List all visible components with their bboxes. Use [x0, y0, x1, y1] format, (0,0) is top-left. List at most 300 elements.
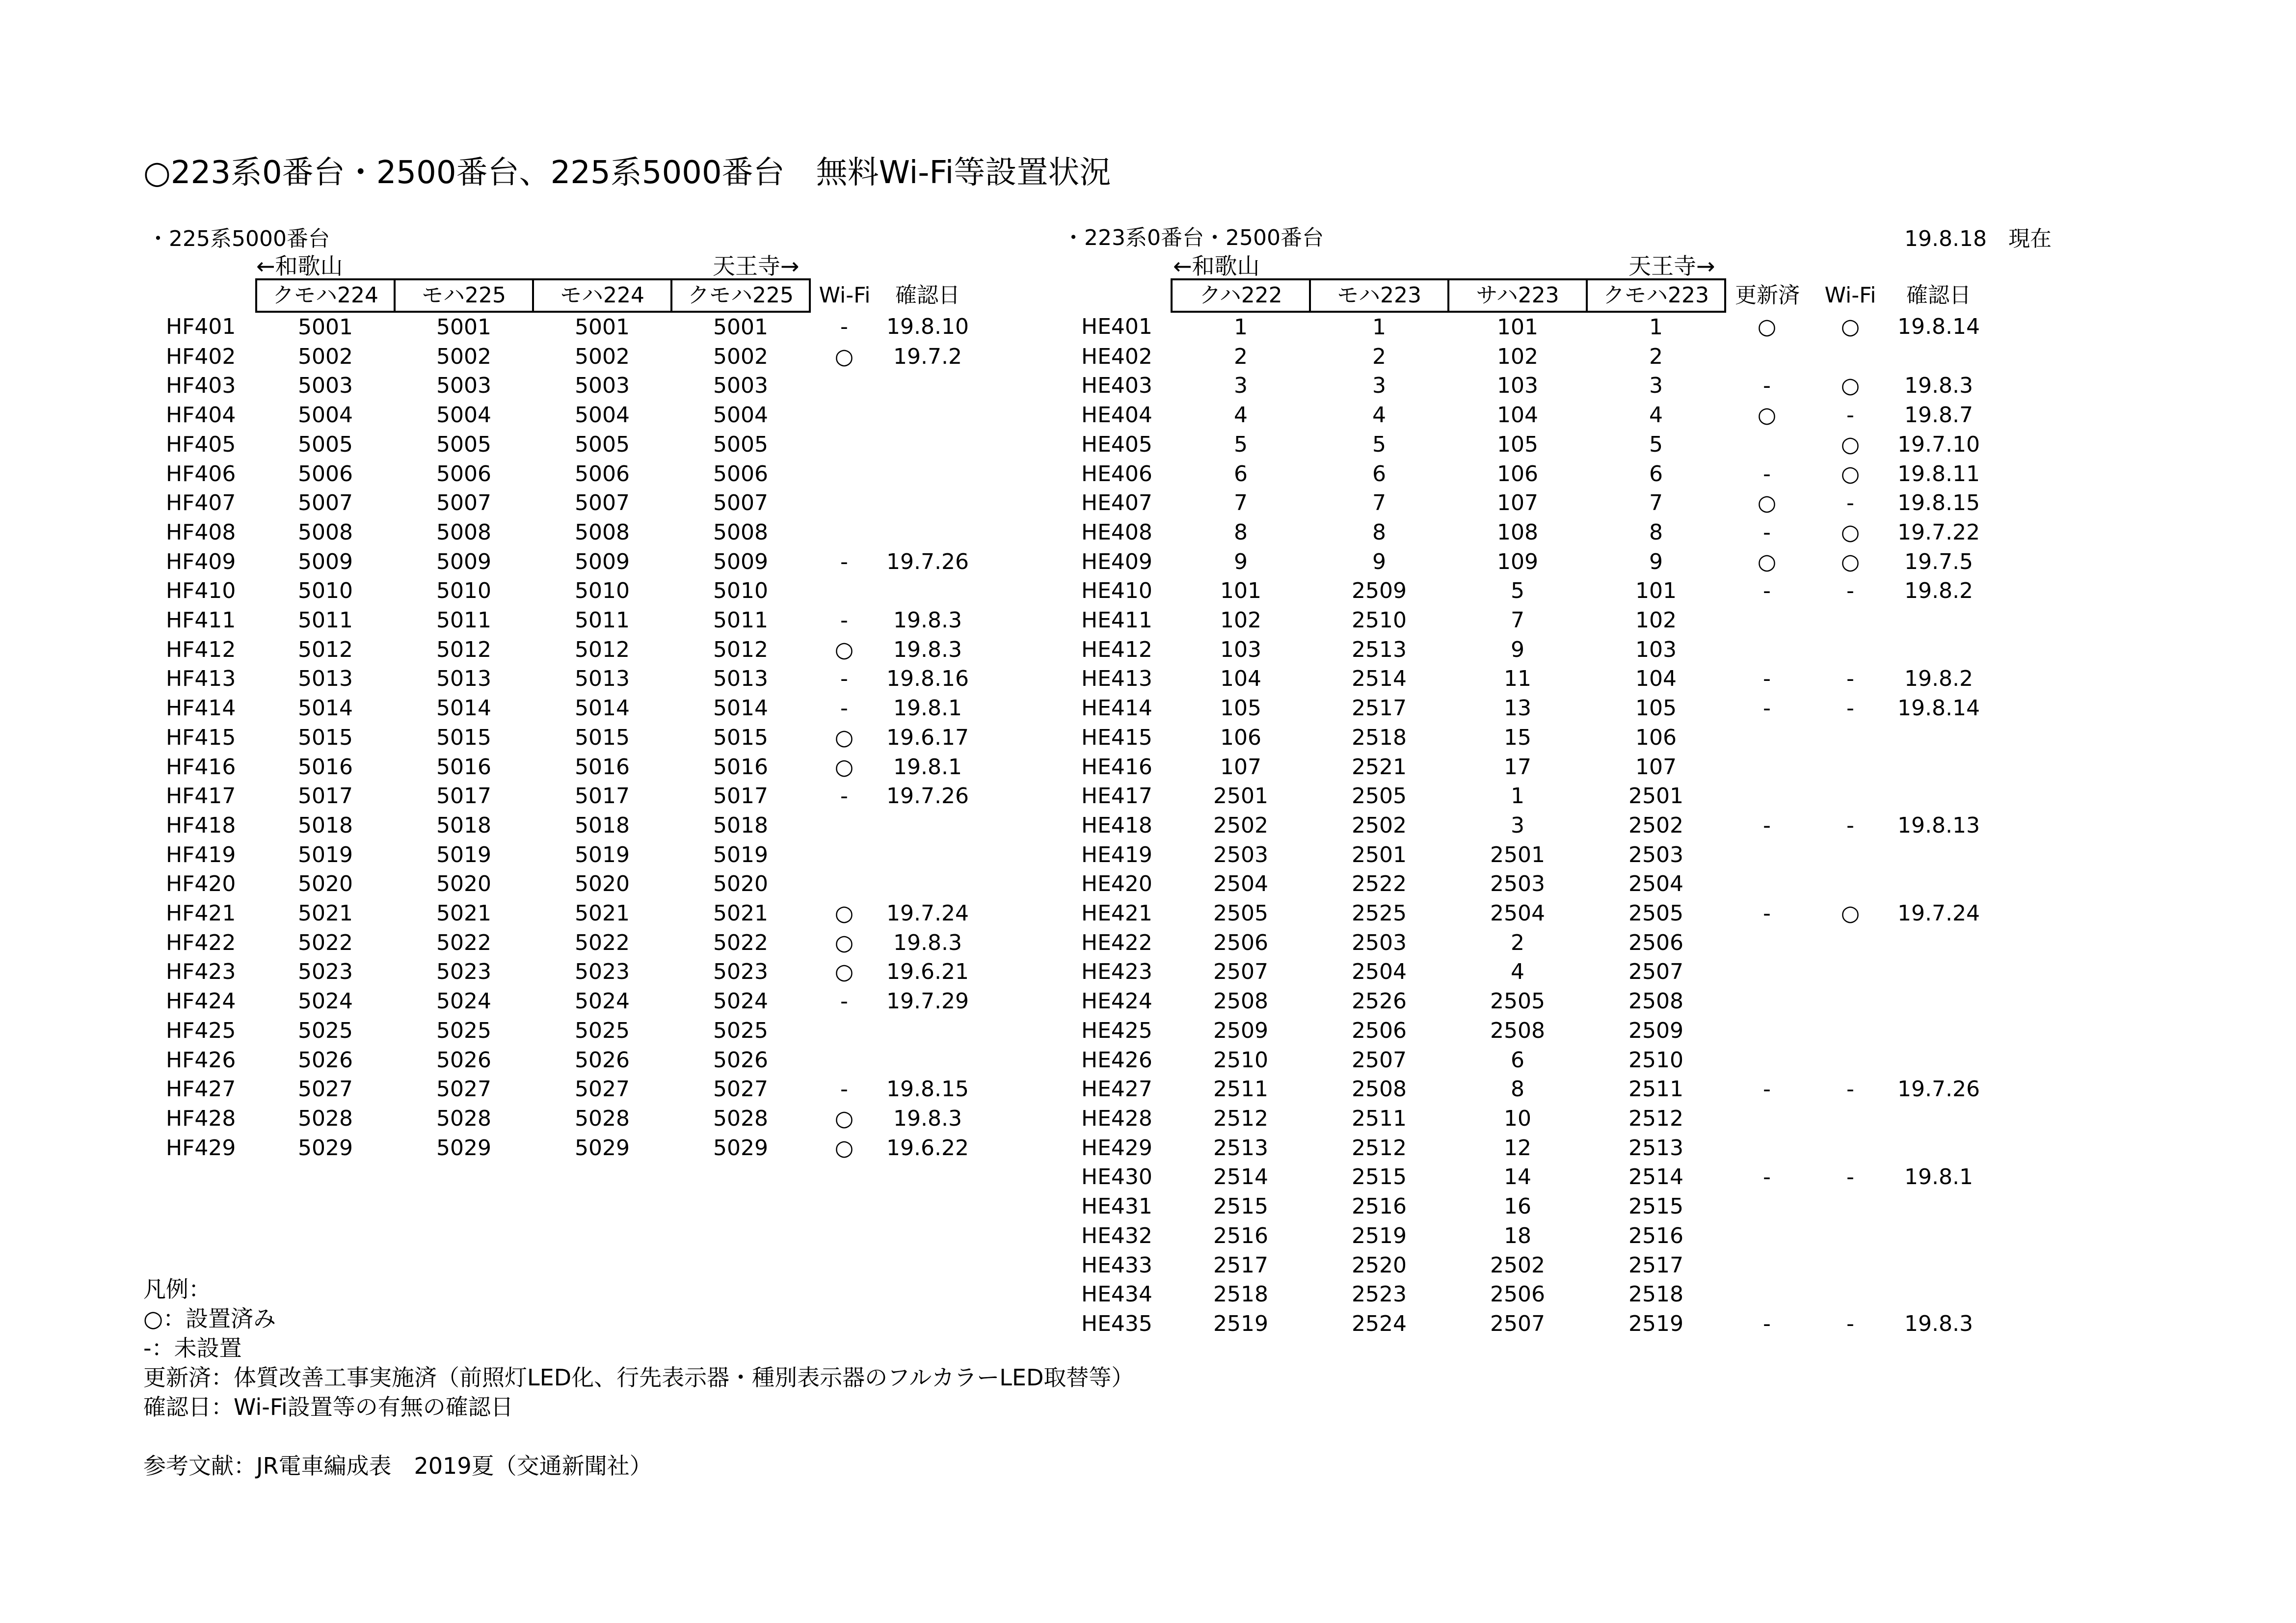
table-cell	[1809, 1016, 1892, 1046]
table-cell: 5028	[298, 1106, 353, 1131]
table-row	[1077, 1221, 1985, 1251]
formation-id: HF427	[166, 1077, 236, 1102]
table-row	[1077, 723, 1985, 753]
table-cell: 105	[1220, 696, 1261, 721]
table-cell: 7	[1234, 490, 1248, 516]
table-cell: 5024	[713, 989, 768, 1014]
table-cell: ○	[1841, 373, 1860, 399]
table-cell: 2510	[1629, 1047, 1683, 1073]
table-cell: 19.8.1	[893, 696, 962, 721]
formation-id: HE408	[1081, 519, 1152, 545]
right-direction-tennoji: 天王寺→	[1629, 253, 1715, 279]
table-cell: 19.8.10	[886, 314, 969, 339]
table-cell: ○	[1757, 314, 1777, 339]
table-cell: 5012	[713, 637, 768, 662]
table-cell: 5007	[298, 490, 353, 516]
table-cell: 2505	[1352, 784, 1407, 809]
table-cell: 5012	[436, 637, 491, 662]
table-cell: ○	[834, 959, 854, 985]
formation-id: HE402	[1081, 344, 1152, 369]
table-cell	[879, 811, 977, 840]
table-cell: -	[840, 1077, 848, 1102]
table-cell	[1725, 1221, 1809, 1251]
table-cell: 19.8.3	[1904, 1311, 1973, 1336]
table-cell: 5001	[713, 315, 768, 340]
table-cell: -	[1763, 696, 1771, 721]
table-cell: 19.7.2	[893, 344, 962, 369]
table-cell: 5007	[436, 490, 491, 516]
table-cell: 5016	[713, 754, 768, 780]
table-row	[162, 1046, 977, 1075]
table-cell: 5005	[575, 432, 630, 457]
formation-id: HE414	[1081, 696, 1152, 721]
formation-id: HF421	[166, 901, 236, 926]
formation-id: HF423	[166, 959, 236, 985]
table-cell	[1809, 1046, 1892, 1075]
table-cell	[1809, 635, 1892, 665]
reference-note: 参考文献：JR電車編成表 2019夏（交通新聞社）	[143, 1453, 652, 1479]
table-cell: -	[1763, 519, 1771, 545]
table-cell: ○	[1841, 549, 1860, 574]
table-cell: 2515	[1629, 1194, 1683, 1219]
table-cell: 1	[1649, 315, 1663, 340]
table-cell: 6	[1649, 461, 1663, 487]
table-cell: 19.7.29	[886, 989, 969, 1014]
header-car-4: クモハ223	[1587, 279, 1725, 312]
table-cell: 19.8.1	[893, 754, 962, 780]
table-cell: 5023	[713, 959, 768, 985]
table-cell: 14	[1504, 1164, 1531, 1190]
table-row	[162, 1134, 977, 1163]
table-cell	[810, 576, 879, 606]
table-cell: 5022	[298, 930, 353, 955]
table-cell: 2513	[1213, 1135, 1268, 1161]
table-cell	[1725, 1251, 1809, 1280]
table-cell: 19.8.15	[1897, 490, 1980, 516]
table-row	[162, 547, 977, 577]
table-cell: 5029	[436, 1135, 491, 1161]
table-cell: -	[840, 608, 848, 633]
table-cell: 17	[1504, 754, 1531, 780]
table-cell: 5007	[575, 490, 630, 516]
table-cell: 2520	[1352, 1252, 1407, 1278]
table-cell: 5020	[436, 871, 491, 897]
formation-id: HF416	[166, 754, 236, 780]
table-cell: 2510	[1352, 608, 1407, 633]
formation-id: HE416	[1081, 754, 1152, 780]
formation-id: HE432	[1081, 1223, 1152, 1248]
table-row	[1077, 576, 1985, 606]
table-cell	[810, 1016, 879, 1046]
table-row	[1077, 547, 1985, 577]
table-cell: 5002	[298, 344, 353, 369]
table-cell	[1892, 723, 1985, 753]
table-cell	[1809, 723, 1892, 753]
table-row	[162, 899, 977, 928]
table-cell: 5013	[436, 666, 491, 692]
table-cell: 2514	[1213, 1164, 1268, 1190]
table-row	[162, 723, 977, 753]
table-cell	[1725, 957, 1809, 987]
table-cell	[1892, 753, 1985, 782]
table-cell	[1892, 1192, 1985, 1221]
table-cell: 2504	[1490, 901, 1545, 926]
table-cell: 5014	[575, 696, 630, 721]
table-cell: 5025	[713, 1018, 768, 1043]
header-check-date: 確認日	[1906, 283, 1971, 308]
table-cell: 12	[1504, 1135, 1531, 1161]
table-cell: 2501	[1213, 784, 1268, 809]
formation-id: HE413	[1081, 666, 1152, 692]
formation-id: HF429	[166, 1135, 236, 1161]
formation-id: HE405	[1081, 432, 1152, 457]
table-cell: -	[1846, 490, 1854, 516]
left-direction-wakayama: ←和歌山	[256, 253, 343, 279]
table-cell: 19.7.24	[1897, 901, 1980, 926]
table-cell: 5001	[298, 315, 353, 340]
table-cell	[1809, 840, 1892, 870]
table-cell: 2506	[1490, 1282, 1545, 1307]
table-cell: 5006	[713, 461, 768, 487]
table-cell: 9	[1372, 549, 1386, 574]
table-cell: -	[1763, 1164, 1771, 1190]
page-title: ○223系0番台・2500番台、225系5000番台 無料Wi-Fi等設置状況	[143, 155, 1111, 191]
table-cell: 13	[1504, 696, 1531, 721]
right-section-title: ・223系0番台・2500番台	[1063, 225, 1324, 250]
table-cell: 2504	[1213, 871, 1268, 897]
table-cell	[1725, 840, 1809, 870]
formation-id: HE409	[1081, 549, 1152, 574]
formation-id: HE404	[1081, 403, 1152, 428]
right-direction-wakayama: ←和歌山	[1173, 253, 1260, 279]
formation-id: HE412	[1081, 637, 1152, 662]
table-row	[162, 1104, 977, 1134]
table-cell: 5023	[436, 959, 491, 985]
table-cell	[810, 811, 879, 840]
header-car-2: モハ223	[1310, 279, 1448, 312]
table-cell: 106	[1220, 725, 1261, 750]
table-row	[1077, 1016, 1985, 1046]
table-cell: 5013	[298, 666, 353, 692]
table-cell: 15	[1504, 725, 1531, 750]
table-row	[1077, 1075, 1985, 1104]
table-cell: ○	[834, 725, 854, 750]
formation-id: HF418	[166, 812, 236, 838]
table-cell: 2505	[1629, 901, 1683, 926]
table-cell: 5022	[575, 930, 630, 955]
table-cell: 5006	[298, 461, 353, 487]
formation-id: HE426	[1081, 1047, 1152, 1073]
table-row	[1077, 312, 1985, 342]
table-cell: 2501	[1629, 784, 1683, 809]
table-cell: 5001	[436, 315, 491, 340]
table-cell: 19.7.26	[886, 549, 969, 574]
legend-not-installed: -：未設置	[143, 1335, 242, 1361]
table-cell: -	[1846, 696, 1854, 721]
table-cell: ○	[834, 344, 854, 369]
table-cell: 2508	[1629, 989, 1683, 1014]
table-cell	[810, 460, 879, 489]
formation-id: HE424	[1081, 989, 1152, 1014]
table-cell: 5021	[298, 901, 353, 926]
table-cell	[1725, 1046, 1809, 1075]
header-car-1: クモハ224	[256, 279, 395, 312]
table-row	[1077, 371, 1985, 401]
table-cell: 5024	[436, 989, 491, 1014]
table-cell: 5016	[575, 754, 630, 780]
formation-id: HF424	[166, 989, 236, 1014]
table-cell: 2517	[1629, 1252, 1683, 1278]
table-cell: 5024	[298, 989, 353, 1014]
table-cell: 5024	[575, 989, 630, 1014]
table-cell: 5022	[713, 930, 768, 955]
table-cell: 2501	[1490, 842, 1545, 867]
table-cell: -	[840, 666, 848, 692]
table-cell: 5	[1372, 432, 1386, 457]
formation-id: HF406	[166, 461, 236, 487]
table-row	[162, 635, 977, 665]
formation-id: HE421	[1081, 901, 1152, 926]
table-cell: 11	[1504, 666, 1531, 692]
table-cell: 19.8.15	[886, 1077, 969, 1102]
table-cell: 2502	[1213, 812, 1268, 838]
formation-id: HF411	[166, 608, 236, 633]
table-row	[1077, 1309, 1985, 1339]
table-cell	[1809, 1251, 1892, 1280]
table-cell: 2501	[1352, 842, 1407, 867]
table-cell: 5008	[575, 519, 630, 545]
table-cell	[879, 460, 977, 489]
header-car-1: クハ222	[1172, 279, 1310, 312]
formation-id: HE431	[1081, 1194, 1152, 1219]
table-cell: 5027	[713, 1077, 768, 1102]
table-row	[1077, 869, 1985, 899]
table-cell: 2502	[1629, 812, 1683, 838]
table-cell: 19.8.2	[1904, 666, 1973, 692]
table-cell: ○	[1841, 432, 1860, 457]
table-cell	[879, 401, 977, 430]
table-row	[1077, 957, 1985, 987]
table-cell	[1725, 723, 1809, 753]
table-cell	[879, 869, 977, 899]
table-row	[162, 401, 977, 430]
table-cell: 2503	[1213, 842, 1268, 867]
table-cell: 5013	[575, 666, 630, 692]
table-cell: 5026	[575, 1047, 630, 1073]
table-cell: 5012	[298, 637, 353, 662]
table-cell: 5018	[713, 812, 768, 838]
table-row	[1077, 1134, 1985, 1163]
table-cell	[810, 430, 879, 460]
formation-id: HF410	[166, 578, 236, 604]
table-cell: 106	[1497, 461, 1538, 487]
left-direction-tennoji: 天王寺→	[713, 253, 800, 279]
table-row	[1077, 664, 1985, 694]
header-wifi: Wi-Fi	[1824, 283, 1876, 308]
table-row	[1077, 840, 1985, 870]
table-cell: 4	[1234, 403, 1248, 428]
table-cell: 2513	[1629, 1135, 1683, 1161]
table-cell: 5009	[436, 549, 491, 574]
table-cell: 2503	[1629, 842, 1683, 867]
formation-id: HE429	[1081, 1135, 1152, 1161]
table-cell: -	[1846, 1311, 1854, 1336]
table-cell	[1725, 928, 1809, 958]
table-cell: 2518	[1629, 1282, 1683, 1307]
table-cell: 5027	[298, 1077, 353, 1102]
formation-id: HE407	[1081, 490, 1152, 516]
table-cell: -	[1846, 1077, 1854, 1102]
table-cell: 102	[1635, 608, 1677, 633]
table-cell: 2526	[1352, 989, 1407, 1014]
table-cell: 5008	[436, 519, 491, 545]
table-cell: 101	[1635, 578, 1677, 604]
header-car-3: サハ223	[1448, 279, 1587, 312]
table-cell	[1892, 1134, 1985, 1163]
table-cell: 2517	[1352, 696, 1407, 721]
table-cell	[879, 488, 977, 518]
table-cell: ○	[1841, 314, 1860, 339]
table-cell: 5001	[575, 315, 630, 340]
table-cell: 2507	[1629, 959, 1683, 985]
table-cell: -	[1846, 578, 1854, 604]
table-cell	[1892, 1016, 1985, 1046]
table-cell: 5027	[436, 1077, 491, 1102]
formation-id: HE434	[1081, 1282, 1152, 1307]
table-cell	[879, 576, 977, 606]
table-row	[162, 664, 977, 694]
table-cell: 2513	[1352, 637, 1407, 662]
table-cell: 5019	[713, 842, 768, 867]
table-cell: 5029	[575, 1135, 630, 1161]
formation-id: HE403	[1081, 373, 1152, 399]
table-row	[1077, 899, 1985, 928]
header-car-4: クモハ225	[671, 279, 810, 312]
table-cell	[1892, 342, 1985, 372]
table-cell: 5005	[298, 432, 353, 457]
table-cell: 5026	[713, 1047, 768, 1073]
table-cell: 2507	[1352, 1047, 1407, 1073]
table-cell: 5007	[713, 490, 768, 516]
table-cell: 19.6.17	[886, 725, 969, 750]
formation-id: HF412	[166, 637, 236, 662]
table-cell: 19.8.3	[1904, 373, 1973, 399]
table-cell: 2518	[1213, 1282, 1268, 1307]
table-cell: 5026	[298, 1047, 353, 1073]
table-cell: 8	[1649, 519, 1663, 545]
table-cell: -	[840, 314, 848, 339]
table-cell: 2523	[1352, 1282, 1407, 1307]
table-cell: ○	[1841, 901, 1860, 926]
right-formation-table	[1077, 278, 1985, 1339]
table-cell: 19.7.24	[886, 901, 969, 926]
table-cell: 2514	[1352, 666, 1407, 692]
table-cell: 5022	[436, 930, 491, 955]
table-cell: 5008	[298, 519, 353, 545]
table-cell: 107	[1220, 754, 1261, 780]
table-cell: 8	[1372, 519, 1386, 545]
formation-id: HE435	[1081, 1311, 1152, 1336]
table-row	[1077, 811, 1985, 840]
table-cell: ○	[1757, 403, 1777, 428]
table-cell: 103	[1497, 373, 1538, 399]
table-cell: 3	[1372, 373, 1386, 399]
table-cell: 2511	[1213, 1077, 1268, 1102]
table-cell: 104	[1220, 666, 1261, 692]
table-cell: 5003	[298, 373, 353, 399]
formation-id: HE430	[1081, 1164, 1152, 1190]
formation-id: HF401	[166, 314, 236, 339]
table-cell: 2	[1372, 344, 1386, 369]
table-cell	[1809, 1221, 1892, 1251]
table-cell: 2506	[1213, 930, 1268, 955]
table-cell: 5014	[713, 696, 768, 721]
table-cell: 5003	[436, 373, 491, 399]
table-cell: 19.7.22	[1897, 519, 1980, 545]
left-formation-table	[162, 278, 977, 1163]
table-cell	[1809, 782, 1892, 811]
table-cell: 7	[1511, 608, 1524, 633]
table-cell	[1809, 1104, 1892, 1134]
table-cell: 5012	[575, 637, 630, 662]
table-cell: 9	[1649, 549, 1663, 574]
table-cell: 5019	[575, 842, 630, 867]
table-cell: 5005	[436, 432, 491, 457]
table-cell: 19.8.3	[893, 637, 962, 662]
table-cell: -	[1846, 403, 1854, 428]
table-cell: -	[840, 989, 848, 1014]
table-cell	[1725, 430, 1809, 460]
table-row	[162, 753, 977, 782]
table-cell: ○	[1757, 490, 1777, 516]
formation-id: HF405	[166, 432, 236, 457]
table-cell: 5006	[575, 461, 630, 487]
table-cell	[810, 401, 879, 430]
table-cell	[1725, 635, 1809, 665]
table-cell: 18	[1504, 1223, 1531, 1248]
table-cell: 5015	[713, 725, 768, 750]
table-cell: 5017	[436, 784, 491, 809]
table-cell: 2522	[1352, 871, 1407, 897]
table-cell: 5018	[575, 812, 630, 838]
table-cell: 5016	[298, 754, 353, 780]
table-cell	[1892, 606, 1985, 635]
formation-id: HE415	[1081, 725, 1152, 750]
table-cell: -	[1763, 666, 1771, 692]
table-cell: 107	[1635, 754, 1677, 780]
table-cell: -	[1846, 666, 1854, 692]
table-cell: 3	[1511, 812, 1524, 838]
table-cell: 5004	[436, 403, 491, 428]
table-cell	[1725, 342, 1809, 372]
table-cell: 2504	[1352, 959, 1407, 985]
table-cell: 2505	[1213, 901, 1268, 926]
table-cell	[1892, 782, 1985, 811]
table-cell: 19.8.11	[1897, 461, 1980, 487]
table-cell: 5028	[713, 1106, 768, 1131]
table-row	[162, 694, 977, 723]
table-row	[162, 576, 977, 606]
table-cell: 5009	[713, 549, 768, 574]
table-cell: 2509	[1352, 578, 1407, 604]
table-cell: 2510	[1213, 1047, 1268, 1073]
table-cell: 5	[1234, 432, 1248, 457]
table-row	[1077, 518, 1985, 547]
table-cell: 5014	[436, 696, 491, 721]
table-row	[1077, 928, 1985, 958]
table-cell: 5017	[713, 784, 768, 809]
formation-id: HE401	[1081, 314, 1152, 339]
